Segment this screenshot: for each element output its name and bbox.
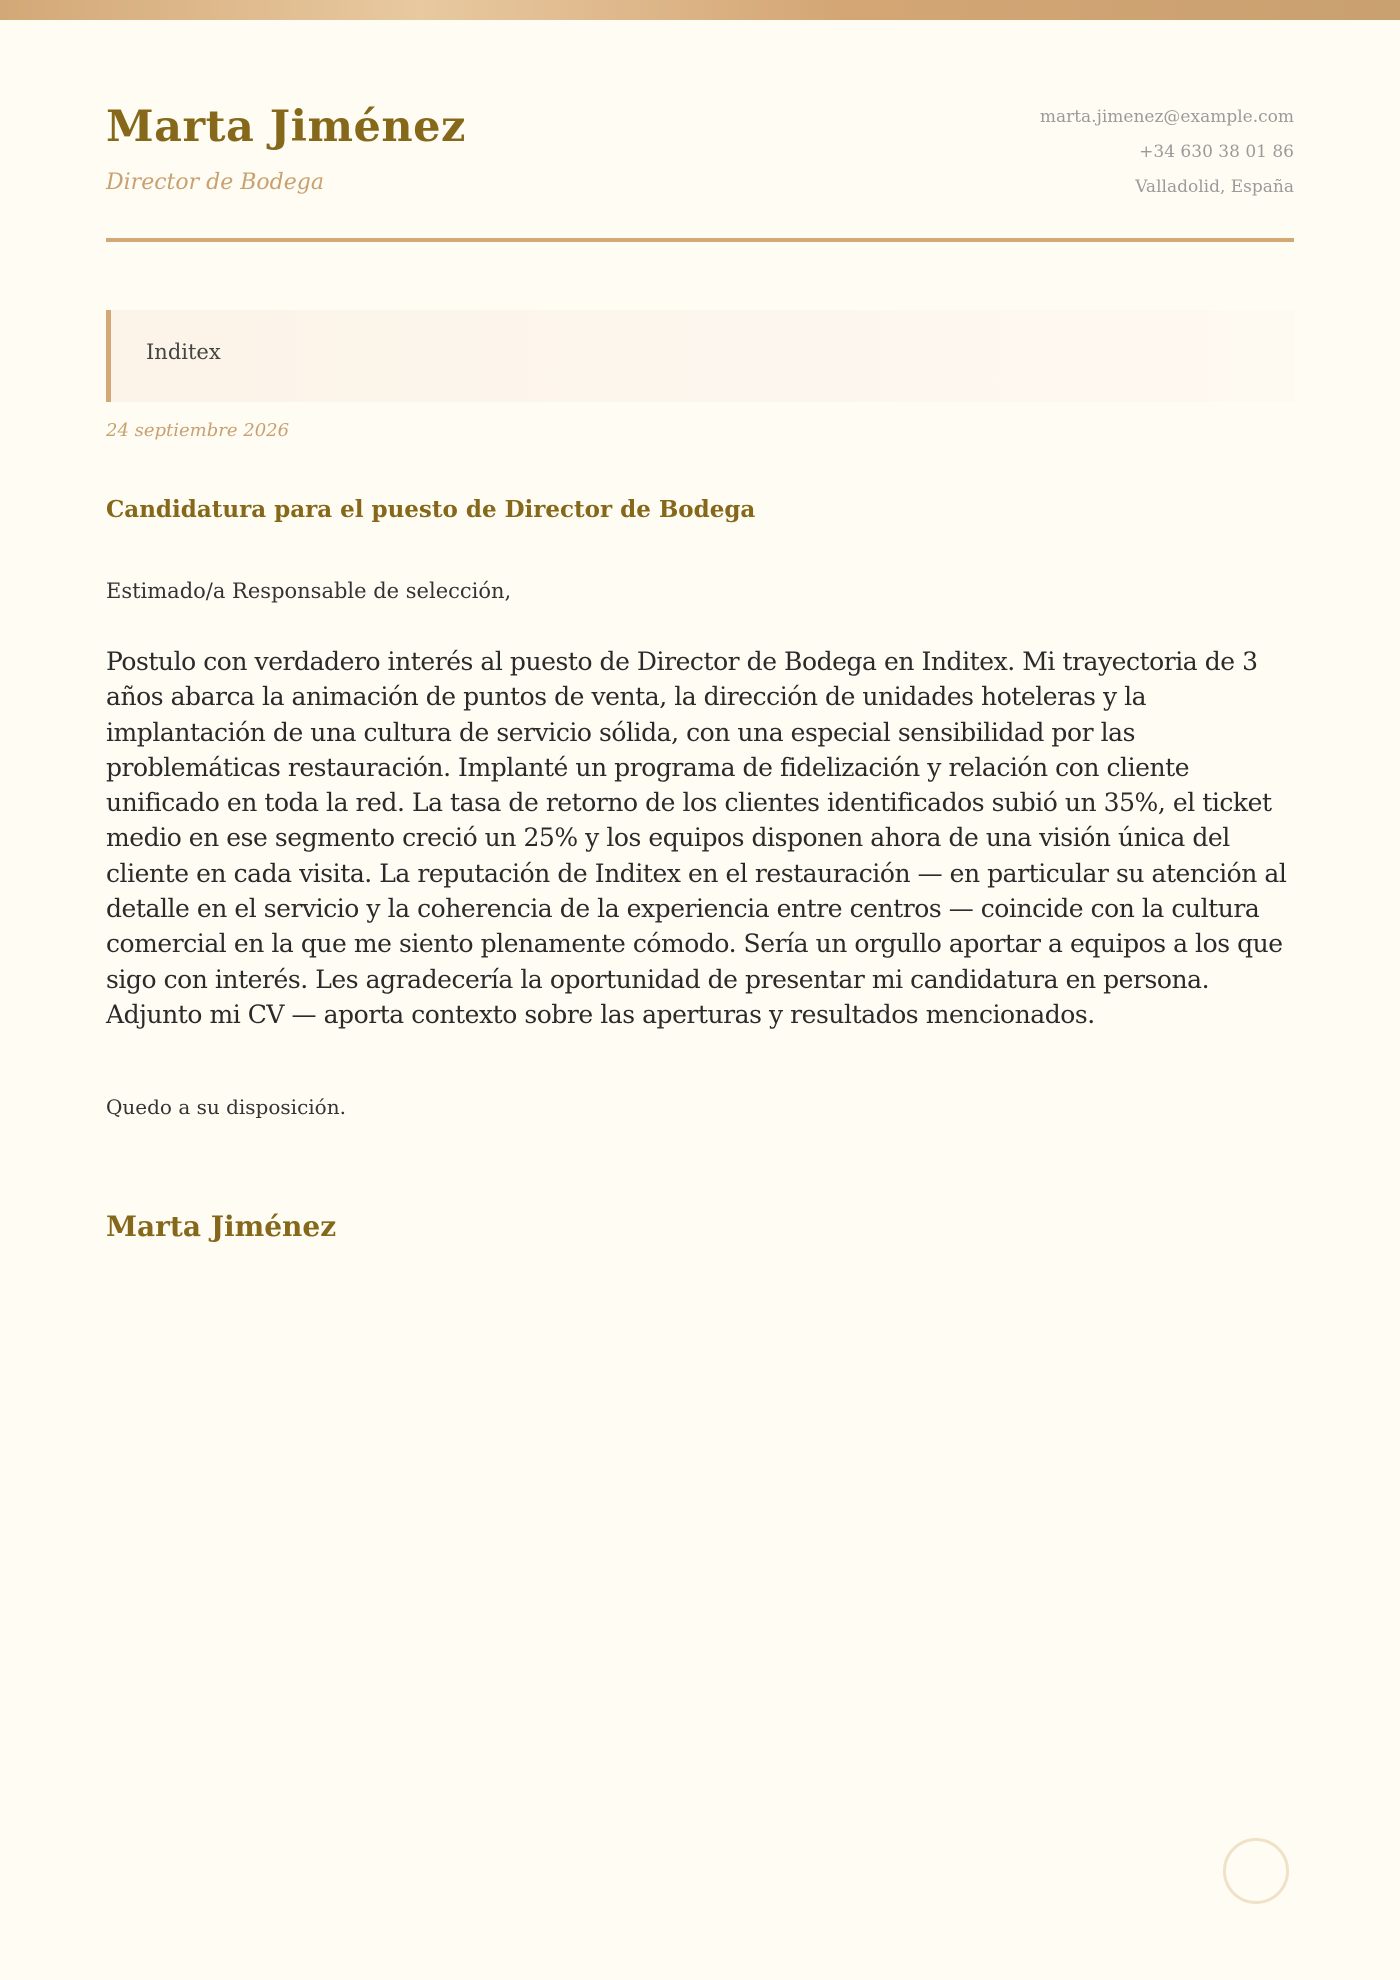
recipient-box [106, 310, 1294, 402]
contact-block [1040, 100, 1294, 205]
sender-name: Marta Jiménez [106, 102, 466, 152]
letter-closing: Quedo a su disposición. [106, 1095, 346, 1119]
top-accent-bar [0, 0, 1400, 20]
letter-subject: Candidatura para el puesto de Director de Bodega [106, 496, 756, 523]
decorative-circle-icon [1223, 1838, 1289, 1904]
letter-greeting: Estimado/a Responsable de selección, [106, 579, 512, 603]
recipient-company: Inditex [146, 340, 221, 364]
sender-role: Director de Bodega [106, 170, 324, 195]
letter-date: 24 septiembre 2026 [106, 420, 290, 441]
letter-signature: Marta Jiménez [106, 1210, 337, 1243]
contact-email: marta.jimenez@example.com [1039, 107, 1294, 127]
letter-header [106, 100, 1294, 242]
letter-body: Postulo con verdadero interés al puesto de Director de Bodega en Inditex. Mi trayectoria de 3 años abarca la animación de puntos de venta, la dirección de unidades hoteleras y la implantación de una cultura de servicio sólida, con una especial sensibilidad por las problemáticas restauración. Implanté un programa de fidelización y relación con cliente unificado en toda la red. La tasa de retorno de los clientes identificados subió un 35%, el ticket medio en ese segmento creció un 25% y los equipos disponen ahora de una visión única del cliente en cada visita. La reputación de Inditex en el restauración — en particular su atención al detalle en el servicio y la coherencia de la experiencia entre centros — coincide con la cultura comercial en la que me siento plenamente cómodo. Sería un orgullo aportar a equipos a los que sigo con interés. Les agradecería la oportunidad de presentar mi candidatura en persona. Adjunto mi CV — aporta contexto sobre las aperturas y resultados mencionados. [106, 647, 1287, 1029]
contact-phone: +34 630 38 01 86 [1139, 142, 1294, 162]
contact-location: Valladolid, España [1135, 177, 1294, 197]
